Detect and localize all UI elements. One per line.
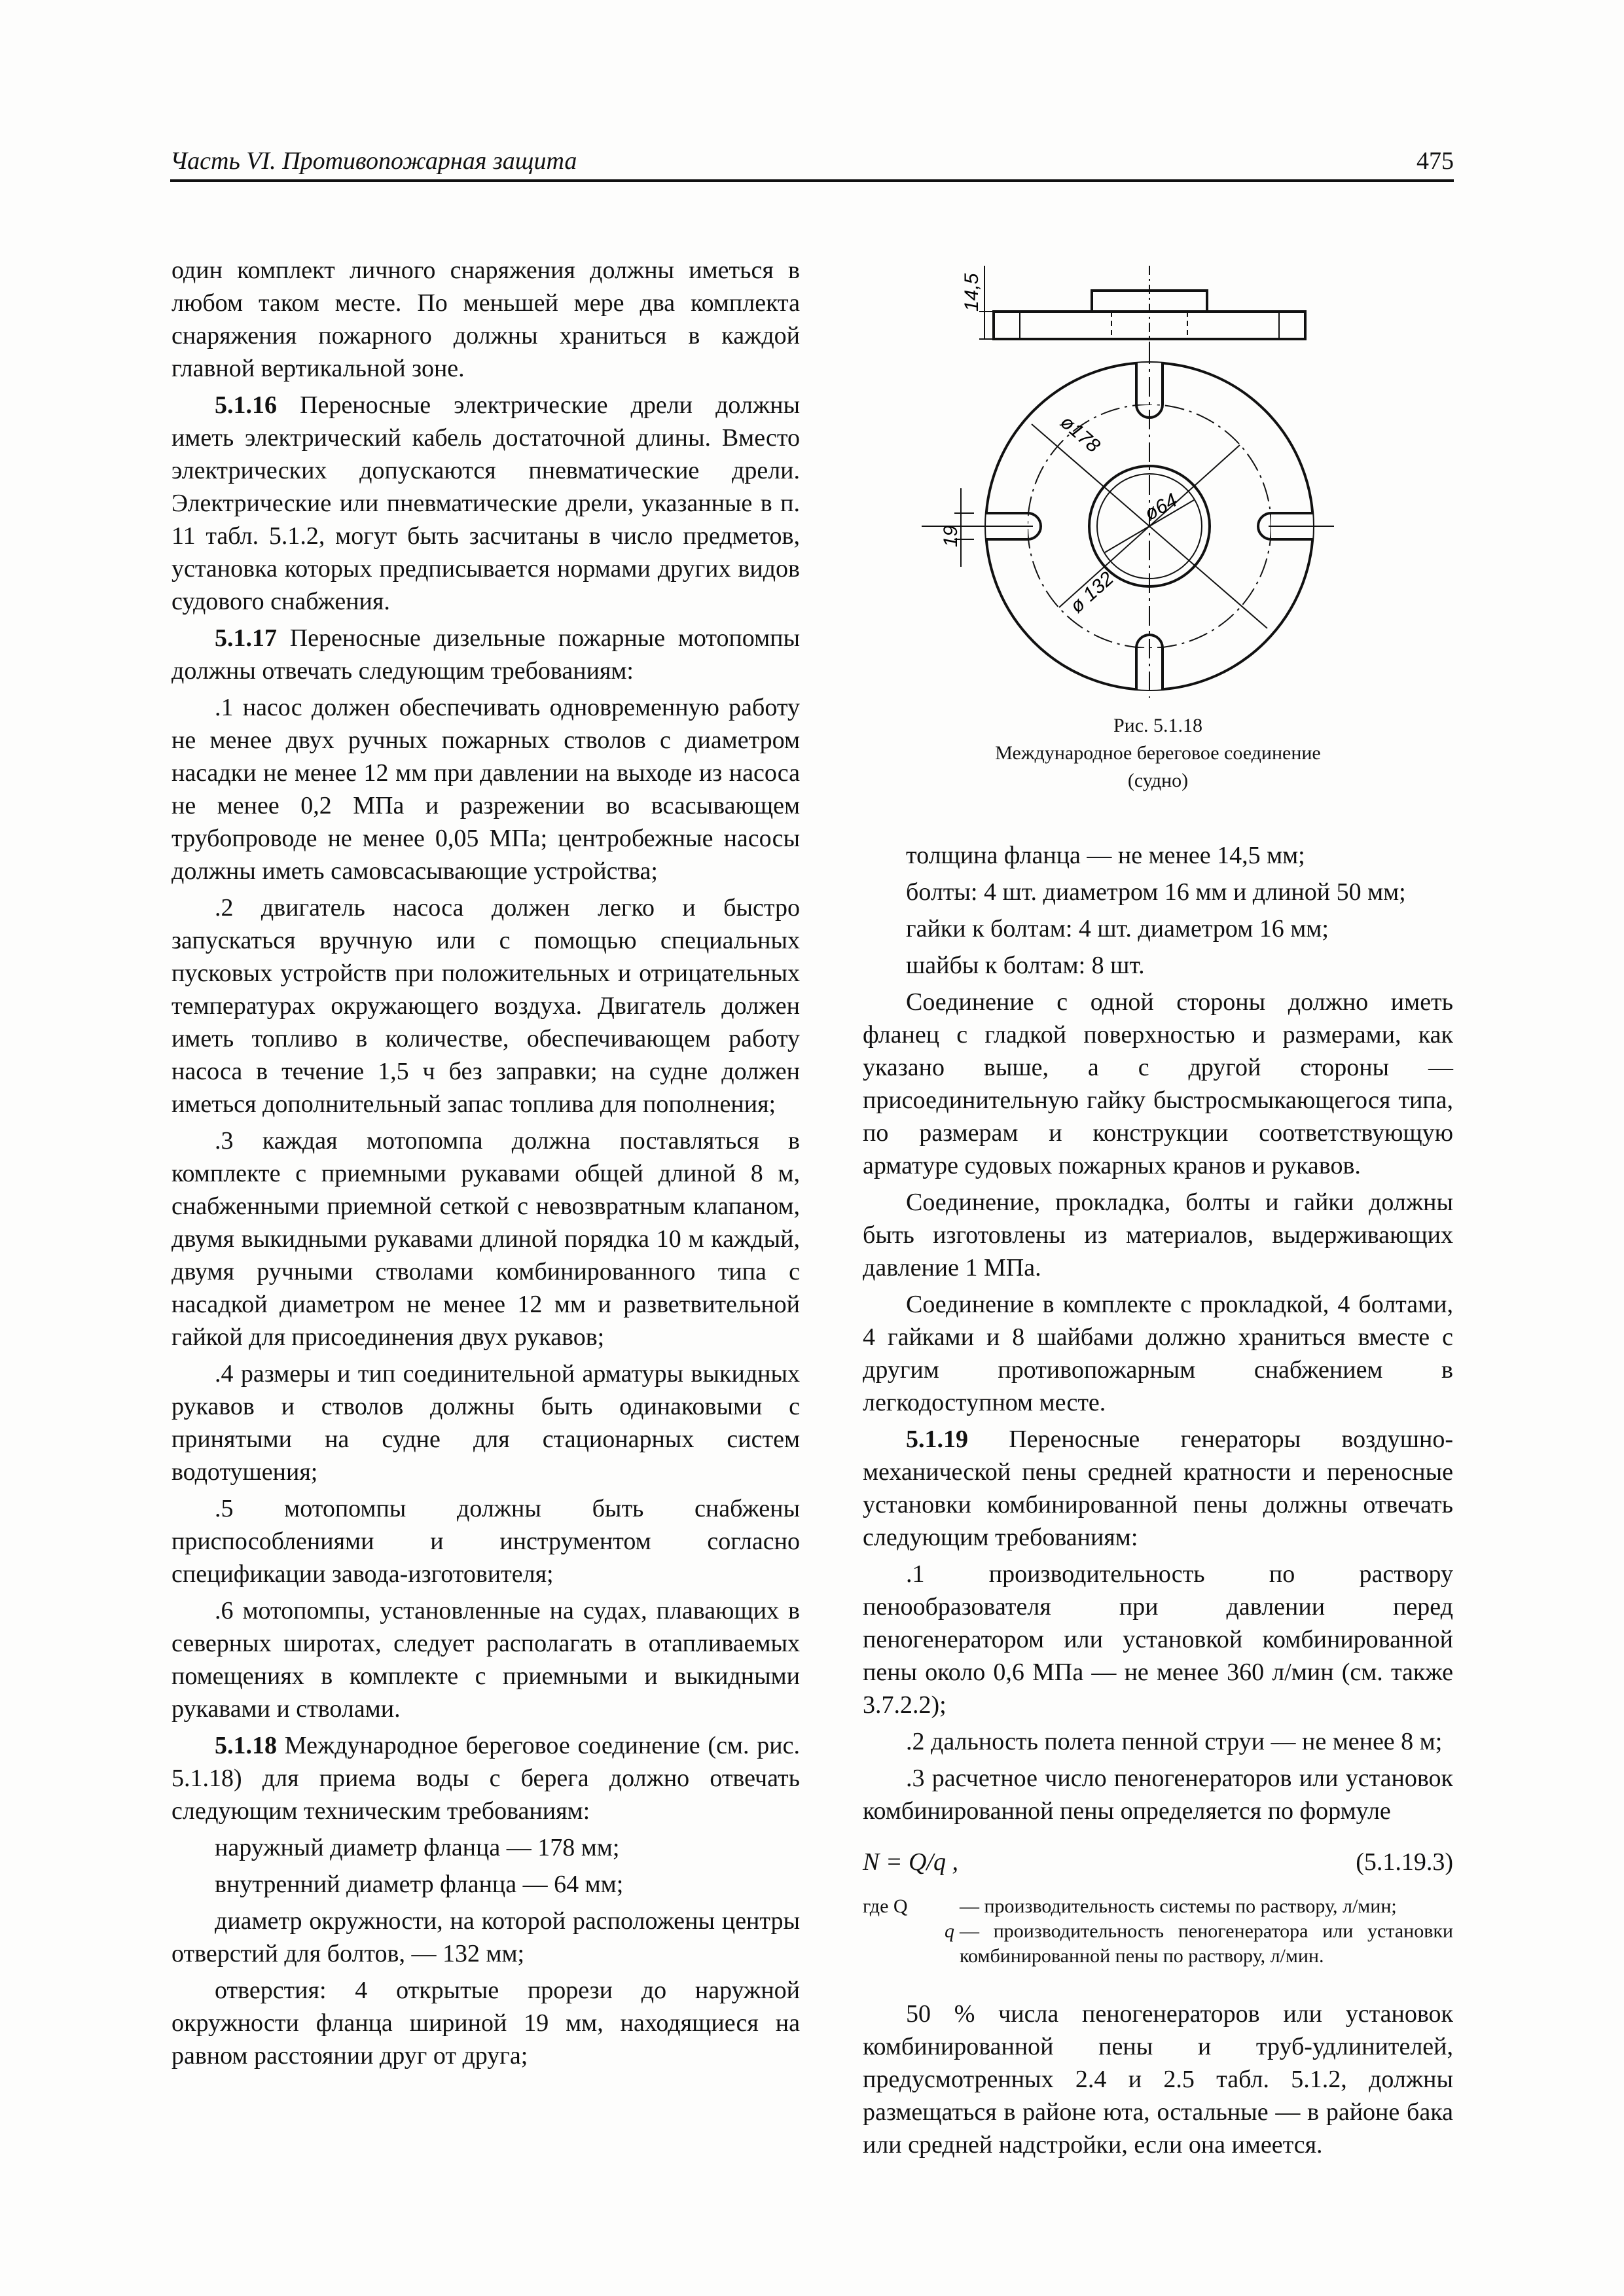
page-header	[170, 145, 1454, 179]
header-rule	[170, 179, 1454, 182]
list-item: .1 производительность по раствору пенообразователя при давлении перед пеногенератором или установкой комбинированной пены около 0,6 МПа — не менее 360 л/мин (см. также 3.7.2.2);	[863, 1560, 1453, 1719]
figure-5-1-18	[863, 240, 1453, 802]
paragraph: 50 % числа пеногенераторов или установок комбинированной пены и труб-удлинителей, предусмотренных 2.4 и 2.5 табл. 5.1.2, должны размещаться в районе юта, остальные — в районе бака или средней надстройки, если она имеется.	[863, 2000, 1453, 2159]
spec-line: шайбы к болтам: 8 шт.	[906, 952, 1145, 979]
paragraph: один комплект личного снаряжения должны иметься в любом таком месте. По меньшей мере два комплекта снаряжения пожарного должны храниться в каждой главной вертикальной зоне.	[171, 257, 800, 382]
right-column	[863, 839, 1453, 2165]
paragraph-text: Переносные генераторы воздушно-механической пены средней кратности и переносные установки комбинированной пены должны отвечать следующим требованиям:	[863, 1426, 1453, 1551]
paragraph-5-1-19	[863, 1423, 1453, 1554]
legend-text: — производительность системы по раствору, л/мин;	[960, 1895, 1397, 1917]
page-number: 475	[1416, 147, 1454, 175]
dim-outer-diameter-label: ø178	[1056, 411, 1104, 457]
list-item: .4 размеры и тип соединительной арматуры выкидных рукавов и стволов должны быть одинаковыми с принятыми на судне для стационарных систем водотушения;	[171, 1360, 800, 1486]
caption-note: (судно)	[1127, 770, 1189, 791]
formula-expression: N = Q/q ,	[863, 1848, 958, 1876]
clause-number: 5.1.18	[215, 1732, 277, 1759]
list-item: .5 мотопомпы должны быть снабжены приспособлениями и инструментом согласно спецификации завода-изготовителя;	[171, 1495, 800, 1588]
caption-number: Рис. 5.1.18	[1113, 715, 1203, 736]
paragraph: Соединение с одной стороны должно иметь фланец с гладкой поверхностью и размерами, как указано выше, а с другой стороны — присоединительную гайку быстросмыкающегося типа, по размерам и конструкции соответствующую арматуре судовых пожарных кранов и рукавов.	[863, 988, 1453, 1179]
legend-text: — производительность пеногенератора или установки комбинированной пены по раствору, л/мин.	[960, 1920, 1453, 1967]
formula-legend	[863, 1894, 1453, 1969]
dim-slot-label: 19	[940, 525, 962, 547]
formula-number: (5.1.19.3)	[1356, 1848, 1453, 1876]
paragraph-text: Переносные дизельные пожарные мотопомпы должны отвечать следующим требованиям:	[171, 624, 800, 685]
paragraph-5-1-18	[171, 1729, 800, 1827]
list-item: .2 дальность полета пенной струи — не менее 8 м;	[906, 1728, 1443, 1755]
running-title: Часть VI. Противопожарная защита	[170, 147, 577, 175]
spec-line: болты: 4 шт. диаметром 16 мм и длиной 50 мм;	[906, 878, 1406, 906]
formula	[863, 1846, 1453, 1884]
spec-line: гайки к болтам: 4 шт. диаметром 16 мм;	[906, 915, 1329, 942]
list-item: .2 двигатель насоса должен легко и быстро запускаться вручную или с помощью специальных пусковых устройств при положительных и отрицательных температурах окружающего воздуха. Двигатель должен иметь топливо в количестве, обеспечивающем работу насоса в течение 1,5 ч без заправки; на судне должен иметься дополнительный запас топлива для пополнения;	[171, 894, 800, 1118]
paragraph: Соединение в комплекте с прокладкой, 4 болтами, 4 гайками и 8 шайбами должно храниться вместе с другим противопожарным снабжением в легкодоступном месте.	[863, 1291, 1453, 1416]
clause-number: 5.1.17	[215, 624, 277, 652]
list-item: .3 каждая мотопомпа должна поставляться в комплекте с приемными рукавами общей длиной 8 м, снабженными приемной сеткой с невозвратным клапаном, двумя выкидными рукавами длиной порядка 10 м каждый, двумя ручными стволами комбинированного типа с насадкой диаметром не менее 12 мм и разветвительной гайкой для присоединения двух рукавов;	[171, 1127, 800, 1351]
left-column	[171, 254, 800, 2076]
dim-inner-diameter-label: ø64	[1141, 489, 1182, 526]
legend-row	[863, 1894, 1453, 1919]
figure-caption	[863, 712, 1453, 795]
spec-line: наружный диаметр фланца — 178 мм;	[215, 1834, 620, 1861]
legend-row	[863, 1919, 1453, 1969]
paragraph: Соединение, прокладка, болты и гайки должны быть изготовлены из материалов, выдерживающих давление 1 МПа.	[863, 1189, 1453, 1282]
list-item: .1 насос должен обеспечивать одновременную работу не менее двух ручных пожарных стволов с диаметром насадки не менее 12 мм при давлении на выходе из насоса не менее 0,2 МПа и разрежении во всасывающем трубопроводе не менее 0,05 МПа; центробежные насосы должны иметь самовсасывающие устройства;	[171, 694, 800, 885]
paragraph-5-1-16	[171, 389, 800, 618]
dim-thickness-label: 14,5	[961, 273, 983, 312]
spec-line: отверстия: 4 открытые прорези до наружной окружности фланца шириной 19 мм, находящиеся на равном расстоянии друг от друга;	[171, 1977, 800, 2070]
list-item: .6 мотопомпы, установленные на судах, плавающих в северных широтах, следует располагать в отапливаемых помещениях в комплекте с приемными и выкидными рукавами и стволами.	[171, 1597, 800, 1723]
paragraph-text: Международное береговое соединение (см. рис. 5.1.18) для приема воды с берега должно отвечать следующим техническим требованиям:	[171, 1732, 800, 1825]
spec-line: диаметр окружности, на которой расположены центры отверстий для болтов, — 132 мм;	[171, 1907, 800, 1967]
flange-drawing	[863, 240, 1453, 698]
caption-title: Международное береговое соединение	[995, 742, 1321, 764]
legend-symbol: q	[945, 1920, 954, 1942]
spec-line: толщина фланца — не менее 14,5 мм;	[906, 842, 1305, 869]
paragraph-text: Переносные электрические дрели должны иметь электрический кабель достаточной длины. Вместо электрических допускаются пневматические дрели. Электрические или пневматические дрели, указанные в п. 11 табл. 5.1.2, могут быть засчитаны в число предметов, установка которых предписывается нормами других видов судового снабжения.	[171, 391, 800, 615]
clause-number: 5.1.16	[215, 391, 277, 419]
clause-number: 5.1.19	[906, 1426, 968, 1453]
dim-bolt-circle-label: ø 132	[1066, 567, 1118, 618]
list-item: .3 расчетное число пеногенераторов или установок комбинированной пены определяется по формуле	[863, 1765, 1453, 1825]
paragraph-5-1-17	[171, 622, 800, 687]
spec-line: внутренний диаметр фланца — 64 мм;	[215, 1871, 624, 1898]
legend-symbol: где Q	[863, 1895, 908, 1917]
